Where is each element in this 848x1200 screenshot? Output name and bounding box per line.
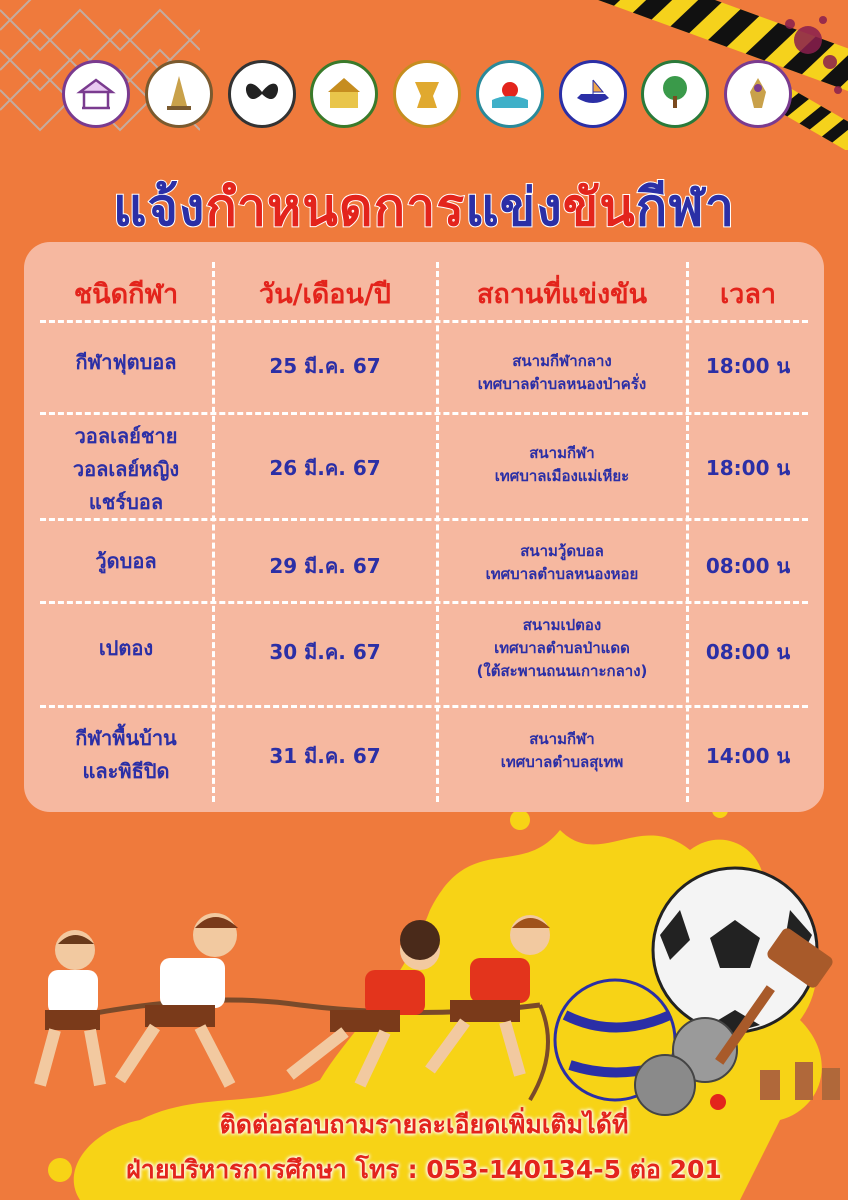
venue-line: สนามกีฬากลาง: [512, 352, 612, 370]
sport-line: วู้ดบอล: [95, 549, 157, 573]
venue-line: สนามกีฬา: [529, 444, 595, 462]
header-venue: สถานที่แข่งขัน: [476, 279, 648, 310]
kid-figure: [40, 930, 100, 1085]
sport-line: แชร์บอล: [88, 490, 164, 514]
warrior-seal-icon: [724, 60, 792, 128]
venue-line: สนามกีฬา: [529, 730, 595, 748]
table-row-time: 18:00 น: [705, 456, 791, 480]
pavilion-seal-icon: [62, 60, 130, 128]
kid-figure: [120, 913, 238, 1085]
title-part: กำหนด: [205, 178, 374, 238]
kid-figure: [430, 915, 550, 1075]
tree-seal-icon: [641, 60, 709, 128]
header-sport: ชนิดกีฬา: [73, 279, 179, 310]
title-part: กีฬา: [635, 178, 736, 238]
row-divider: [40, 320, 808, 323]
palace-seal-icon: [310, 60, 378, 128]
table-row-sport: [40, 420, 212, 519]
title-part: การ: [373, 178, 466, 238]
table-row-venue: [438, 540, 686, 586]
table-row-venue: [438, 728, 686, 774]
table-row-time: 18:00 น: [705, 354, 791, 378]
venue-line: เทศบาลเมืองแม่เหียะ: [494, 467, 630, 485]
drum-seal-icon: [393, 60, 461, 128]
sunrise-seal-icon: [476, 60, 544, 128]
table-row-date: 29 มี.ค. 67: [269, 554, 381, 578]
venue-line: เทศบาลตำบลป่าแดด: [494, 639, 630, 657]
row-divider: [40, 412, 808, 415]
temple-seal-icon: [145, 60, 213, 128]
column-divider: [212, 262, 215, 802]
table-row-date: 30 มี.ค. 67: [269, 640, 381, 664]
venue-line: สนามเปตอง: [522, 616, 602, 634]
table-row-date: 31 มี.ค. 67: [269, 744, 381, 768]
column-divider: [686, 262, 689, 802]
table-row-venue: [438, 350, 686, 396]
sport-line: กีฬาฟุตบอล: [75, 350, 177, 374]
title-part: แจ้ง: [112, 178, 206, 238]
title-part: ขัน: [562, 178, 636, 238]
row-divider: [40, 705, 808, 708]
table-row-venue: [438, 442, 686, 488]
table-row-time: 08:00 น: [705, 640, 791, 664]
table-row-date: 26 มี.ค. 67: [269, 456, 381, 480]
municipality-logos-row: [62, 60, 792, 132]
kid-figure: [290, 920, 440, 1085]
venue-line: เทศบาลตำบลหนองป่าครั่ง: [477, 375, 647, 393]
table-row-sport: [40, 722, 212, 788]
venue-line: (ใต้สะพานถนนเกาะกลาง): [476, 662, 648, 680]
page-title: [0, 165, 848, 248]
header-time: เวลา: [719, 279, 777, 310]
table-row-time: 14:00 น: [705, 744, 791, 768]
footer-phone-line: ฝ่ายบริหารการศึกษา โทร : 053-140134-5 ต่อ 201: [126, 1155, 722, 1184]
title-part: แข่ง: [465, 178, 563, 238]
table-row-sport: [40, 346, 212, 379]
boat-seal-icon: [559, 60, 627, 128]
venue-line: เทศบาลตำบลสุเทพ: [500, 753, 624, 771]
sport-line: วอลเลย์ชาย: [74, 424, 178, 448]
table-row-sport: [40, 632, 212, 665]
venue-line: สนามวู้ดบอล: [520, 542, 604, 560]
table-row-venue: [438, 614, 686, 683]
sport-line: และพิธีปิด: [82, 759, 170, 783]
header-date: วัน/เดือน/ปี: [259, 279, 391, 310]
table-row-time: 08:00 น: [705, 554, 791, 578]
table-row-date: 25 มี.ค. 67: [269, 354, 381, 378]
sport-line: เปตอง: [98, 636, 154, 660]
butterfly-seal-icon: [228, 60, 296, 128]
venue-line: เทศบาลตำบลหนองหอย: [485, 565, 639, 583]
tug-of-war-illustration: [0, 840, 848, 1120]
sport-line: วอลเลย์หญิง: [72, 457, 180, 481]
column-divider: [436, 262, 439, 802]
footer-contact-line: ติดต่อสอบถามรายละเอียดเพิ่มเติมได้ที่: [219, 1110, 629, 1139]
sport-line: กีฬาพื้นบ้าน: [75, 726, 177, 750]
table-row-sport: [40, 545, 212, 578]
row-divider: [40, 601, 808, 604]
